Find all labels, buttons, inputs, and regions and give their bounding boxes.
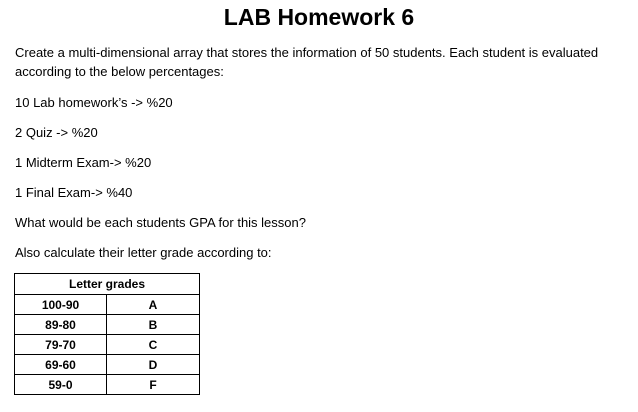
weight-item-midterm: 1 Midterm Exam-> %20 <box>15 155 152 170</box>
grade-range-cell: 79-70 <box>15 335 107 355</box>
letter-grade-cell: C <box>107 335 200 355</box>
grade-range-cell: 100-90 <box>15 295 107 315</box>
table-header-row <box>15 274 200 295</box>
table-row <box>15 315 200 335</box>
page-title: LAB Homework 6 <box>223 4 415 30</box>
intro-line-1: Create a multi-dimensional array that stores the information of 50 students. Each student is evaluated <box>15 45 599 60</box>
intro-line-2: according to the below percentages: <box>15 64 224 79</box>
table-row <box>15 375 200 395</box>
letter-grade-cell: B <box>107 315 200 335</box>
grade-range-cell: 89-80 <box>15 315 107 335</box>
weight-item-lab-homework: 10 Lab homework’s -> %20 <box>15 95 173 110</box>
table-row <box>15 355 200 375</box>
intro-paragraph <box>15 43 598 81</box>
letter-grade-cell: A <box>107 295 200 315</box>
question-letter-grade: Also calculate their letter grade according to: <box>15 245 272 260</box>
grade-range-cell: 69-60 <box>15 355 107 375</box>
table-row <box>15 335 200 355</box>
letter-grade-cell: D <box>107 355 200 375</box>
weight-item-final: 1 Final Exam-> %40 <box>15 185 133 200</box>
grade-range-cell: 59-0 <box>15 375 107 395</box>
weight-item-quiz: 2 Quiz -> %20 <box>15 125 98 140</box>
letter-grade-cell: F <box>107 375 200 395</box>
table-header: Letter grades <box>15 274 200 295</box>
table-row <box>15 295 200 315</box>
question-gpa: What would be each students GPA for this lesson? <box>15 215 306 230</box>
letter-grades-table <box>14 273 200 395</box>
